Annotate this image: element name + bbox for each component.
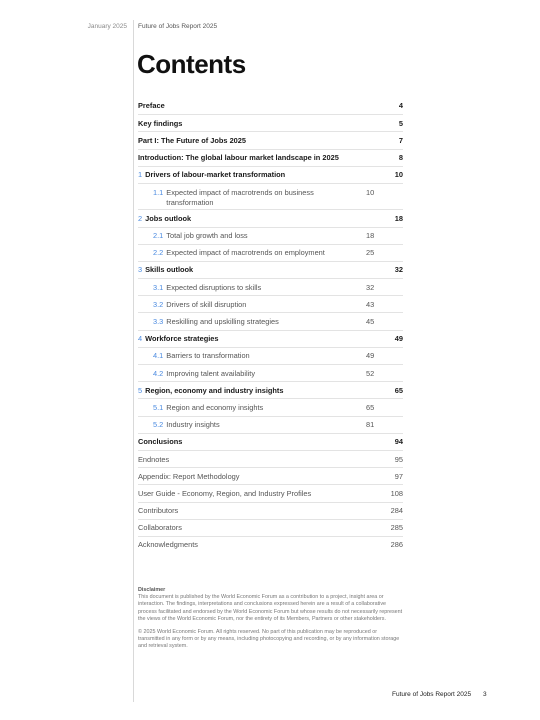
toc-entry[interactable]: [138, 484, 403, 501]
toc-entry-label: Introduction: The global labour market landscape in 2025: [138, 153, 339, 163]
toc-entry-number: 2.1: [153, 231, 164, 241]
toc-entry-label: Total job growth and loss: [166, 231, 248, 241]
toc-entry[interactable]: [138, 398, 403, 415]
toc-entry-number: 5.2: [153, 420, 164, 430]
toc-entry[interactable]: [138, 209, 403, 226]
toc-entry-number: 4.1: [153, 351, 164, 361]
toc-entry-page: 108: [390, 488, 403, 498]
toc-entry-number: 1.1: [153, 187, 164, 197]
header-date: January 2025: [87, 23, 127, 30]
toc-entry[interactable]: [138, 227, 403, 244]
toc-entry-number: 2.2: [153, 248, 164, 258]
toc-entry-number: 3.1: [153, 282, 164, 292]
margin-rule: [133, 20, 134, 702]
toc-entry[interactable]: [138, 149, 403, 166]
disclaimer-body: This document is published by the World Economic Forum as a contribution to a project, insight area or interaction. The findings, interpretations and conclusions expressed herein are a result of a collaborative process facilitated and endorsed by the World Economic Forum but whose results do not necessarily represent the views of the World Economic Forum, nor the entirety of its Members, Partners or other stakeholders.: [138, 594, 403, 622]
toc-entry-label: User Guide - Economy, Region, and Industry Profiles: [138, 488, 312, 498]
disclaimer: [138, 587, 403, 657]
toc-entry-label: Expected impact of macrotrends on business transformation: [166, 187, 314, 207]
toc-entry-label: Industry insights: [166, 420, 220, 430]
toc-entry[interactable]: [138, 183, 403, 209]
toc-entry-label: Key findings: [138, 118, 183, 128]
toc-entry[interactable]: [138, 502, 403, 519]
toc-entry-page: 284: [390, 506, 403, 516]
toc-entry-page: 95: [394, 454, 403, 464]
toc-entry-number: 2: [138, 213, 143, 223]
header-report-title: Future of Jobs Report 2025: [138, 23, 218, 30]
toc-entry-page: 285: [390, 523, 403, 533]
page-title: Contents: [137, 49, 246, 79]
toc-entry[interactable]: [138, 261, 403, 278]
toc-entry-number: 1: [138, 170, 143, 180]
toc-entry-label: Contributors: [138, 506, 179, 516]
disclaimer-heading: Disclaimer: [138, 587, 166, 593]
toc-entry[interactable]: [138, 381, 403, 398]
toc-entry-label: Jobs outlook: [145, 213, 192, 223]
toc-entry-page: 32: [366, 282, 375, 292]
toc-entry-page: 94: [394, 437, 403, 447]
toc-entry-page: 43: [366, 299, 375, 309]
toc-entry-number: 5.1: [153, 402, 164, 412]
toc-entry-page: 25: [366, 248, 375, 258]
toc-entry-page: 32: [394, 265, 403, 275]
toc-entry-number: 4.2: [153, 368, 164, 378]
toc-entry[interactable]: [138, 244, 403, 261]
toc-entry[interactable]: [138, 278, 403, 295]
toc-entry-label: Expected disruptions to skills: [166, 282, 262, 292]
toc-entry-label: Part I: The Future of Jobs 2025: [138, 135, 247, 145]
toc-entry[interactable]: [138, 536, 403, 553]
toc-entry[interactable]: [138, 450, 403, 467]
toc-entry-page: 5: [398, 118, 403, 128]
toc-entry-label: Drivers of labour-market transformation: [145, 170, 286, 180]
toc-entry-page: 65: [394, 385, 403, 395]
toc-entry-page: 4: [398, 100, 403, 110]
toc-entry[interactable]: [138, 312, 403, 329]
toc-entry-label: Workforce strategies: [145, 334, 219, 344]
toc-entry[interactable]: [138, 131, 403, 148]
toc-entry-label: Drivers of skill disruption: [166, 299, 247, 309]
toc-entry[interactable]: [138, 519, 403, 536]
toc-entry[interactable]: [138, 467, 403, 484]
toc-entry-number: 3: [138, 265, 143, 275]
copyright-notice: © 2025 World Economic Forum. All rights reserved. No part of this publication may be reproduced or transmitted in any form or by any means, including photocopying and recording, or by any information storage and retrieval system.: [138, 629, 400, 650]
toc-entry[interactable]: [138, 330, 403, 347]
toc-entry[interactable]: [138, 295, 403, 312]
toc-entry-page: 18: [394, 213, 403, 223]
toc-entry-label: Expected impact of macrotrends on employment: [166, 248, 325, 258]
toc-entry-page: 81: [366, 420, 375, 430]
toc-entry-label: Region, economy and industry insights: [145, 385, 284, 395]
toc-entry[interactable]: [138, 97, 403, 114]
toc-entry-page: 8: [398, 153, 403, 163]
toc-entry-label: Conclusions: [138, 437, 183, 447]
toc-entry-page: 45: [366, 317, 375, 327]
toc-entry-label: Appendix: Report Methodology: [138, 471, 240, 481]
toc-entry[interactable]: [138, 364, 403, 381]
toc-entry-label: Reskilling and upskilling strategies: [166, 317, 279, 327]
toc-entry-number: 3.3: [153, 317, 164, 327]
toc-entry-page: 65: [366, 402, 375, 412]
page-number: 3: [482, 691, 487, 698]
toc-entry[interactable]: [138, 433, 403, 450]
table-of-contents: [138, 97, 403, 553]
toc-entry-number: 4: [138, 334, 143, 344]
toc-entry-page: 286: [390, 540, 403, 550]
toc-entry-label: Acknowledgments: [138, 540, 198, 550]
toc-entry-label: Region and economy insights: [166, 402, 264, 412]
footer-report-title: Future of Jobs Report 2025: [392, 691, 472, 698]
toc-entry-label: Preface: [138, 100, 165, 110]
toc-entry-page: 18: [366, 231, 375, 241]
toc-entry-page: 49: [394, 334, 403, 344]
toc-entry[interactable]: [138, 416, 403, 433]
toc-entry-page: 10: [366, 187, 375, 197]
toc-entry-label: Collaborators: [138, 523, 182, 533]
toc-entry-page: 97: [394, 471, 403, 481]
toc-entry[interactable]: [138, 166, 403, 183]
toc-entry-number: 5: [138, 385, 143, 395]
toc-entry-label: Barriers to transformation: [166, 351, 250, 361]
toc-entry-page: 52: [366, 368, 375, 378]
toc-entry-label: Improving talent availability: [166, 368, 256, 378]
toc-entry-label: Skills outlook: [145, 265, 194, 275]
toc-entry-number: 3.2: [153, 299, 164, 309]
toc-entry[interactable]: [138, 347, 403, 364]
toc-entry[interactable]: [138, 114, 403, 131]
toc-entry-label: Endnotes: [138, 454, 170, 464]
page-footer: [392, 691, 487, 698]
toc-entry-page: 7: [398, 135, 403, 145]
toc-entry-page: 49: [366, 351, 375, 361]
toc-entry-page: 10: [394, 170, 403, 180]
